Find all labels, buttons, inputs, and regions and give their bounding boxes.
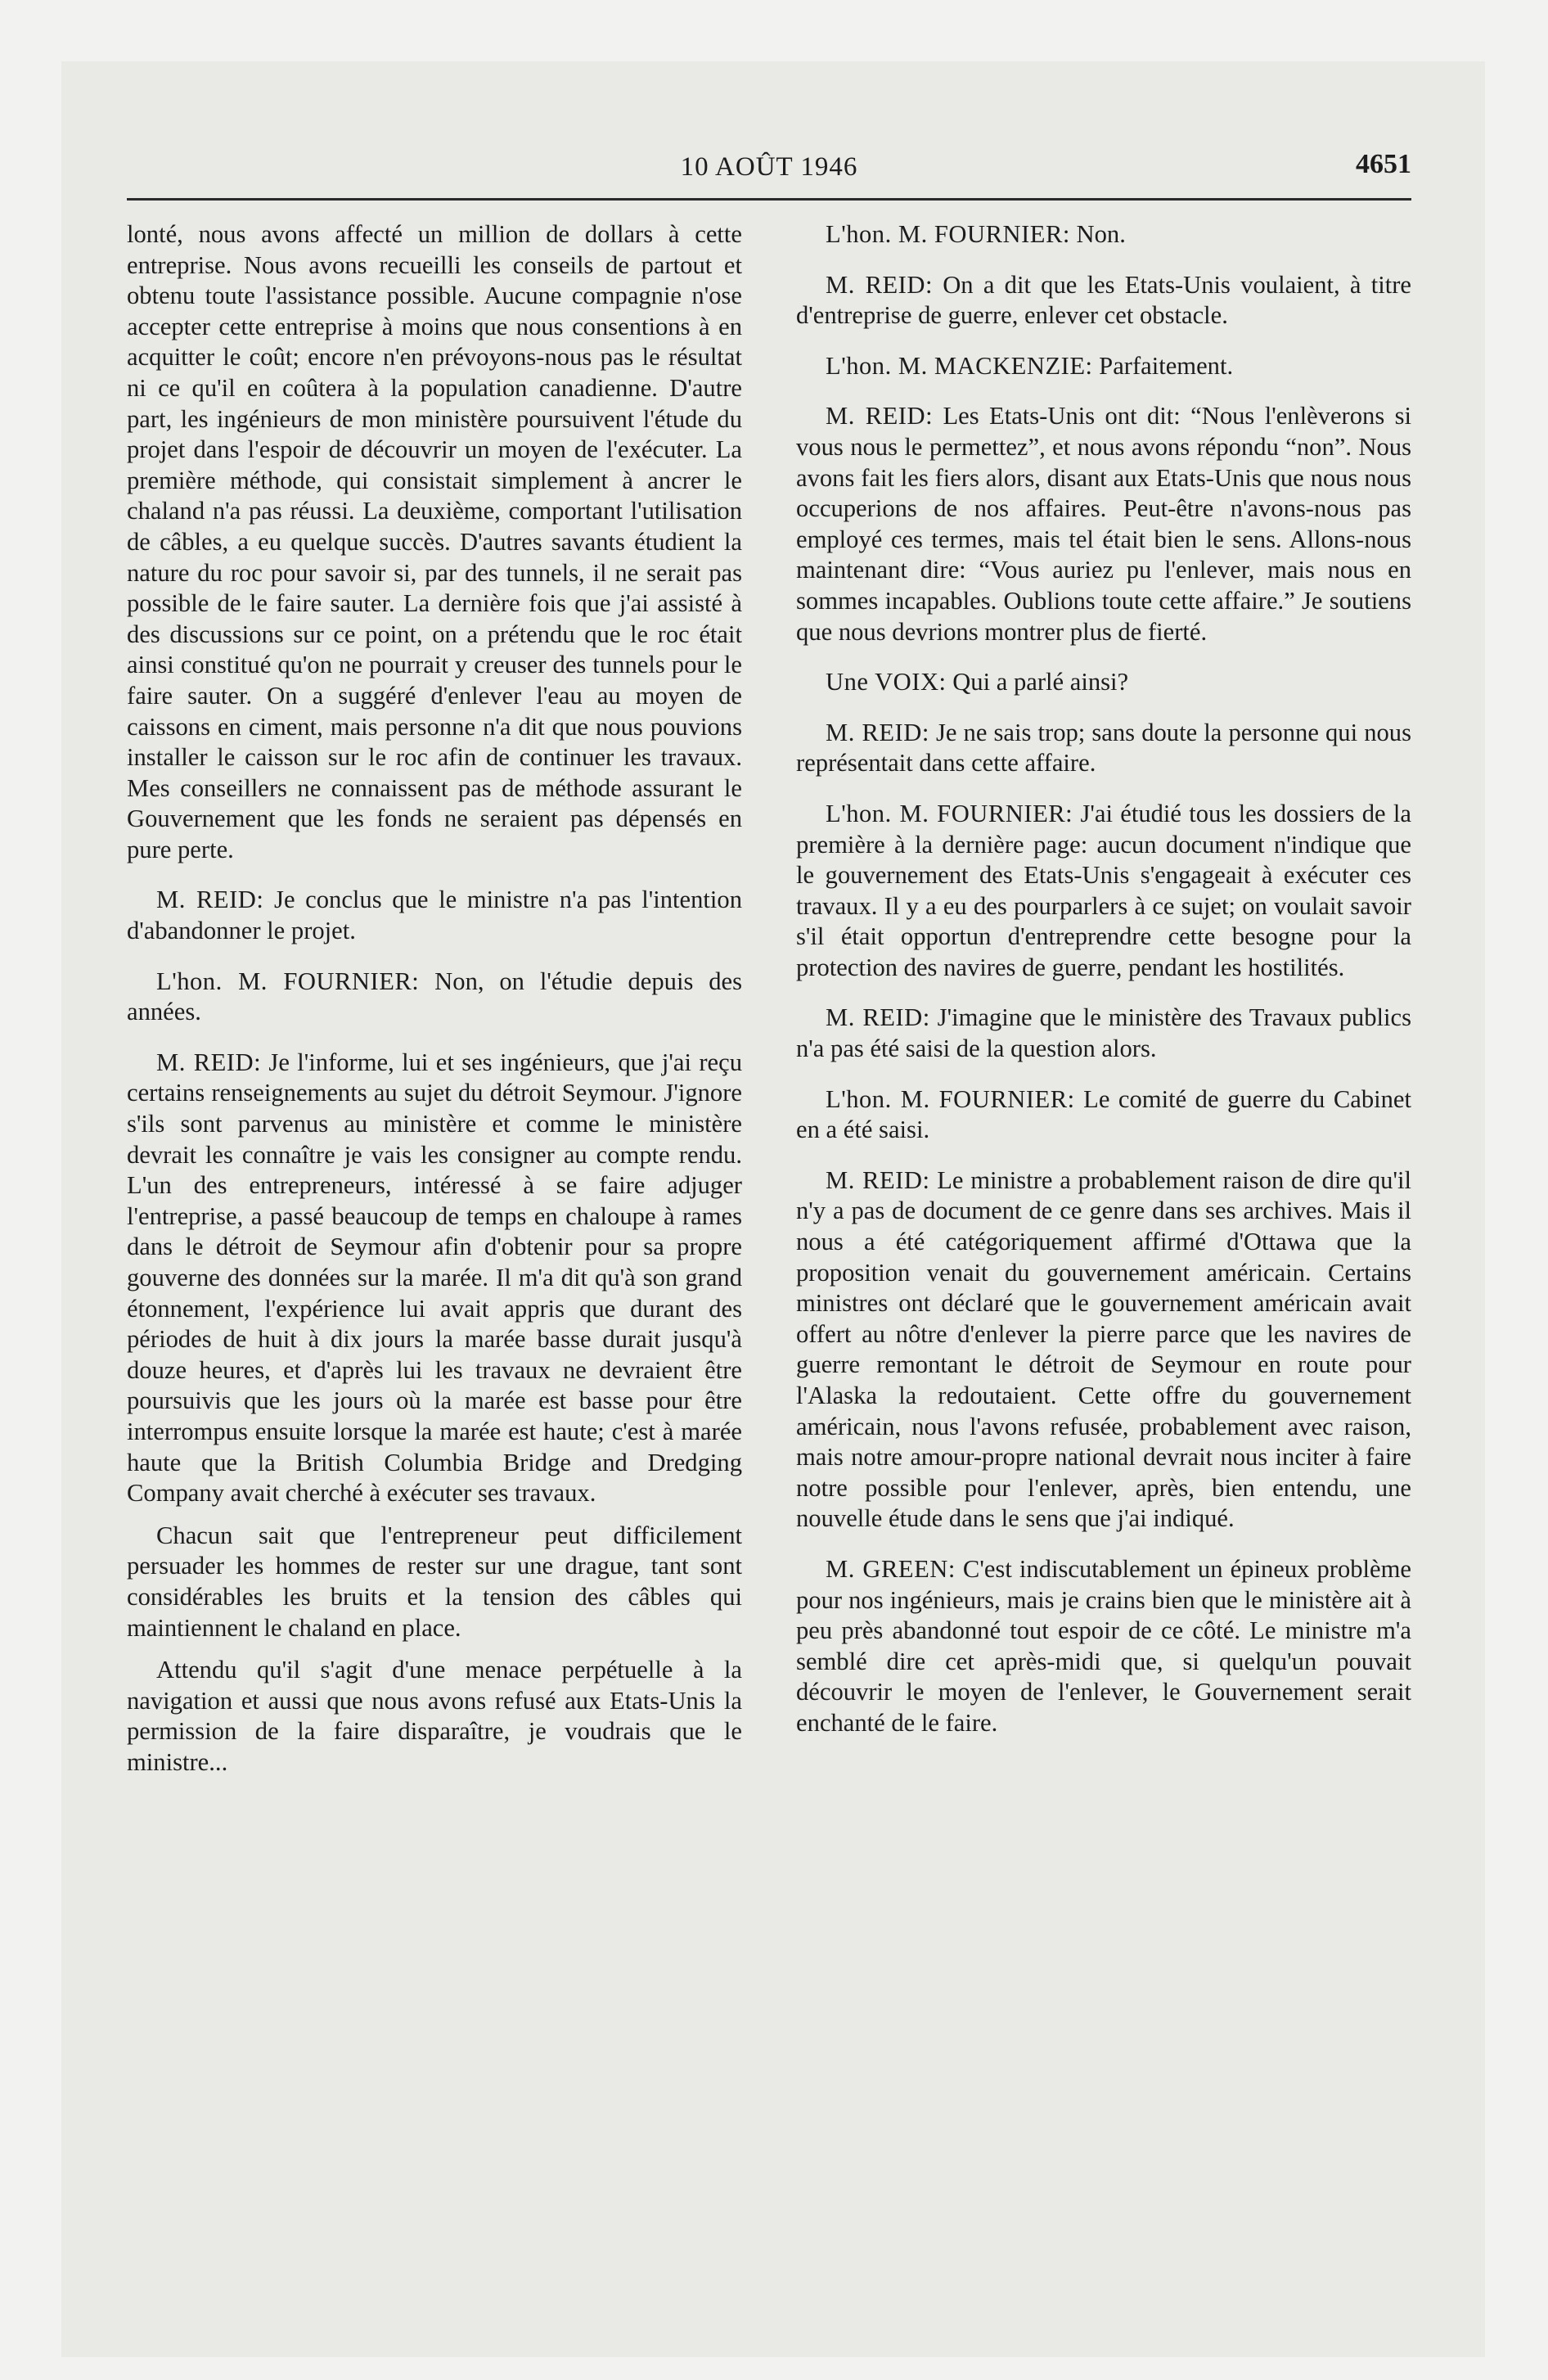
paragraph-text: J'ai étudié tous les dossiers de la première à la dernière page: aucun document n'indique que le gouvernement des Etats-Unis s'engageait à exécuter ces travaux. Il y a eu des pourparlers à ce sujet; on voulait savoir s'il était opportun d'entreprendre cette besogne pour la protection des navires de guerre, pendant les hostilités. [796, 799, 1411, 981]
paragraph [127, 1521, 742, 1643]
paragraph-text: Qui a parlé ainsi? [946, 668, 1129, 696]
paragraph [796, 351, 1411, 382]
page-header [127, 147, 1411, 201]
paragraph [127, 885, 742, 946]
speaker-name: L'hon. M. FOURNIER: [826, 220, 1070, 248]
paragraph [796, 799, 1411, 984]
paragraph-text: Parfaitement. [1092, 351, 1234, 380]
speaker-name: L'hon. M. FOURNIER: [156, 967, 420, 995]
paragraph [127, 967, 742, 1028]
text-columns [127, 219, 1411, 1790]
paragraph-text: Je ne sais trop; sans doute la personne qui nous représentait dans cette affaire. [796, 718, 1412, 778]
paragraph-text: Chacun sait que l'entrepreneur peut difficilement persuader les hommes de rester sur une drague, tant sont considérables les bruits et la tension des câbles qui maintiennent le chaland en place. [127, 1521, 742, 1642]
speaker-name: L'hon. M. FOURNIER: [826, 1084, 1075, 1113]
speaker-name: M. REID: [156, 1048, 262, 1076]
speaker-name: L'hon. M. FOURNIER: [826, 799, 1073, 827]
paragraph [796, 1084, 1411, 1146]
paragraph-text: Le comité de guerre du Cabinet en a été saisi. [796, 1084, 1411, 1144]
paragraph-text: Je conclus que le ministre n'a pas l'intention d'abandonner le projet. [127, 886, 743, 945]
speaker-name: M. GREEN: [826, 1554, 956, 1583]
paragraph-text: J'imagine que le ministère des Travaux publics n'a pas été saisi de la question alors. [796, 1003, 1412, 1063]
speaker-name: M. REID: [826, 402, 934, 430]
right-column [796, 219, 1411, 1790]
paragraph [796, 1165, 1411, 1535]
paragraph [796, 219, 1411, 250]
speaker-name: Une VOIX: [826, 668, 947, 696]
paragraph [127, 1048, 742, 1509]
left-column [127, 219, 742, 1790]
speaker-name: L'hon. M. MACKENZIE: [826, 351, 1093, 380]
paragraph [796, 401, 1411, 647]
speaker-name: M. REID: [826, 718, 929, 746]
hansard-page [127, 147, 1411, 2308]
paragraph-text: Attendu qu'il s'agit d'une menace perpétuelle à la navigation et aussi que nous avons refusé aux Etats-Unis la permission de la faire disparaître, je voudrais que le ministre... [127, 1656, 742, 1776]
paragraph-text: Les Etats-Unis ont dit: “Nous l'enlèverons si vous nous le permettez”, et nous avons répondu “non”. Nous avons fait les fiers alors, disant aux Etats-Unis que nous nous occuperions de nos affaires. Peut-être n'avons-nous pas employé ces termes, mais tel était bien le sens. Allons-nous maintenant dire: “Vous auriez pu l'enlever, mais nous en sommes incapables. Oublions toute cette affaire.” Je soutiens que nous devrions montrer plus de fierté. [796, 402, 1411, 646]
paragraph-text: lonté, nous avons affecté un million de dollars à cette entreprise. Nous avons recueilli les conseils de partout et obtenu toute l'assistance possible. Aucune compagnie n'ose accepter cette entreprise à moins que nous consentions à en acquitter le coût; encore n'en prévoyons-nous pas le résultat ni ce qu'il en coûtera à la population canadienne. D'autre part, les ingénieurs de mon ministère poursuivent l'étude du projet dans l'espoir de découvrir un moyen de l'exécuter. La première méthode, qui consistait simplement à ancrer le chaland n'a pas réussi. La deuxième, comportant l'utilisation de câbles, a eu quelque succès. D'autres savants étudient la nature du roc pour savoir si, par des tunnels, il ne serait pas possible de le faire sauter. La dernière fois que j'ai assisté à des discussions sur ce point, on a prétendu que le roc était ainsi constitué qu'on ne pourrait y creuser des tunnels pour le faire sauter. On a suggéré d'enlever l'eau au moyen de caissons en ciment, mais personne n'a dit que nous pouvions installer le caisson sur le roc afin de continuer les travaux. Mes conseillers ne connaissent pas de méthode assurant le Gouvernement que les fonds ne seraient pas dépensés en pure perte. [127, 220, 742, 863]
paragraph [796, 667, 1411, 698]
paragraph [796, 1554, 1411, 1739]
paragraph-text: C'est indiscutablement un épineux problème pour nos ingénieurs, mais je crains bien que le ministère ait à peu près abandonné tout espoir de ce côté. Le ministre m'a semblé dire cet après-midi que, si quelqu'un pouvait découvrir le moyen de l'enlever, le Gouvernement serait enchanté de le faire. [796, 1554, 1412, 1737]
header-date: 10 AOÛT 1946 [680, 152, 858, 182]
paragraph-text: Le ministre a probablement raison de dire qu'il n'y a pas de document de ce genre dans ses archives. Mais il nous a été catégoriquement affirmé d'Ottawa que la proposition venait du gouvernement américain. Certains ministres ont déclaré que le gouvernement américain avait offert au nôtre d'enlever la pierre parce que les navires de guerre remontant le détroit de Seymour en route pour l'Alaska la redoutaient. Cette offre du gouvernement américain, nous l'avons refusée, probablement avec raison, mais notre amour-propre national devrait nous inciter à faire notre possible pour l'enlever, après, bien entendu, une nouvelle étude dans le sens que j'ai indiqué. [796, 1165, 1411, 1533]
paragraph-text: On a dit que les Etats-Unis voulaient, à titre d'entreprise de guerre, enlever cet obstacle. [796, 270, 1411, 330]
paragraph [127, 1655, 742, 1778]
paragraph-text: Non, on l'étudie depuis des années. [127, 967, 742, 1026]
paragraph [796, 270, 1411, 331]
speaker-name: M. REID: [156, 886, 264, 914]
speaker-name: M. REID: [826, 270, 933, 299]
paragraph [127, 219, 742, 865]
speaker-name: M. REID: [826, 1003, 930, 1032]
page-number: 4651 [1356, 149, 1411, 179]
paragraph [796, 1003, 1411, 1064]
speaker-name: M. REID: [826, 1165, 930, 1194]
paragraph-text: Je l'informe, lui et ses ingénieurs, que j'ai reçu certains renseignements au sujet du détroit Seymour. J'ignore s'ils sont parvenus au ministère et comme le ministère devrait les connaître je vais les consigner au compte rendu. L'un des entrepreneurs, intéressé à se faire adjuger l'entreprise, a passé beaucoup de temps en chaloupe à rames dans le détroit de Seymour afin d'obtenir pour sa propre gouverne des données sur la marée. Il m'a dit qu'à son grand étonnement, l'expérience lui avait appris que durant des périodes de huit à dix jours la marée basse durait jusqu'à douze heures, et d'après lui les travaux ne devraient être poursuivis que les jours où la marée est basse pour être interrompus ensuite lorsque la marée est haute; c'est à marée haute que la British Columbia Bridge and Dredging Company avait cherché à exécuter ses travaux. [127, 1048, 742, 1508]
paragraph-text: Non. [1069, 220, 1126, 248]
paragraph [796, 718, 1411, 779]
